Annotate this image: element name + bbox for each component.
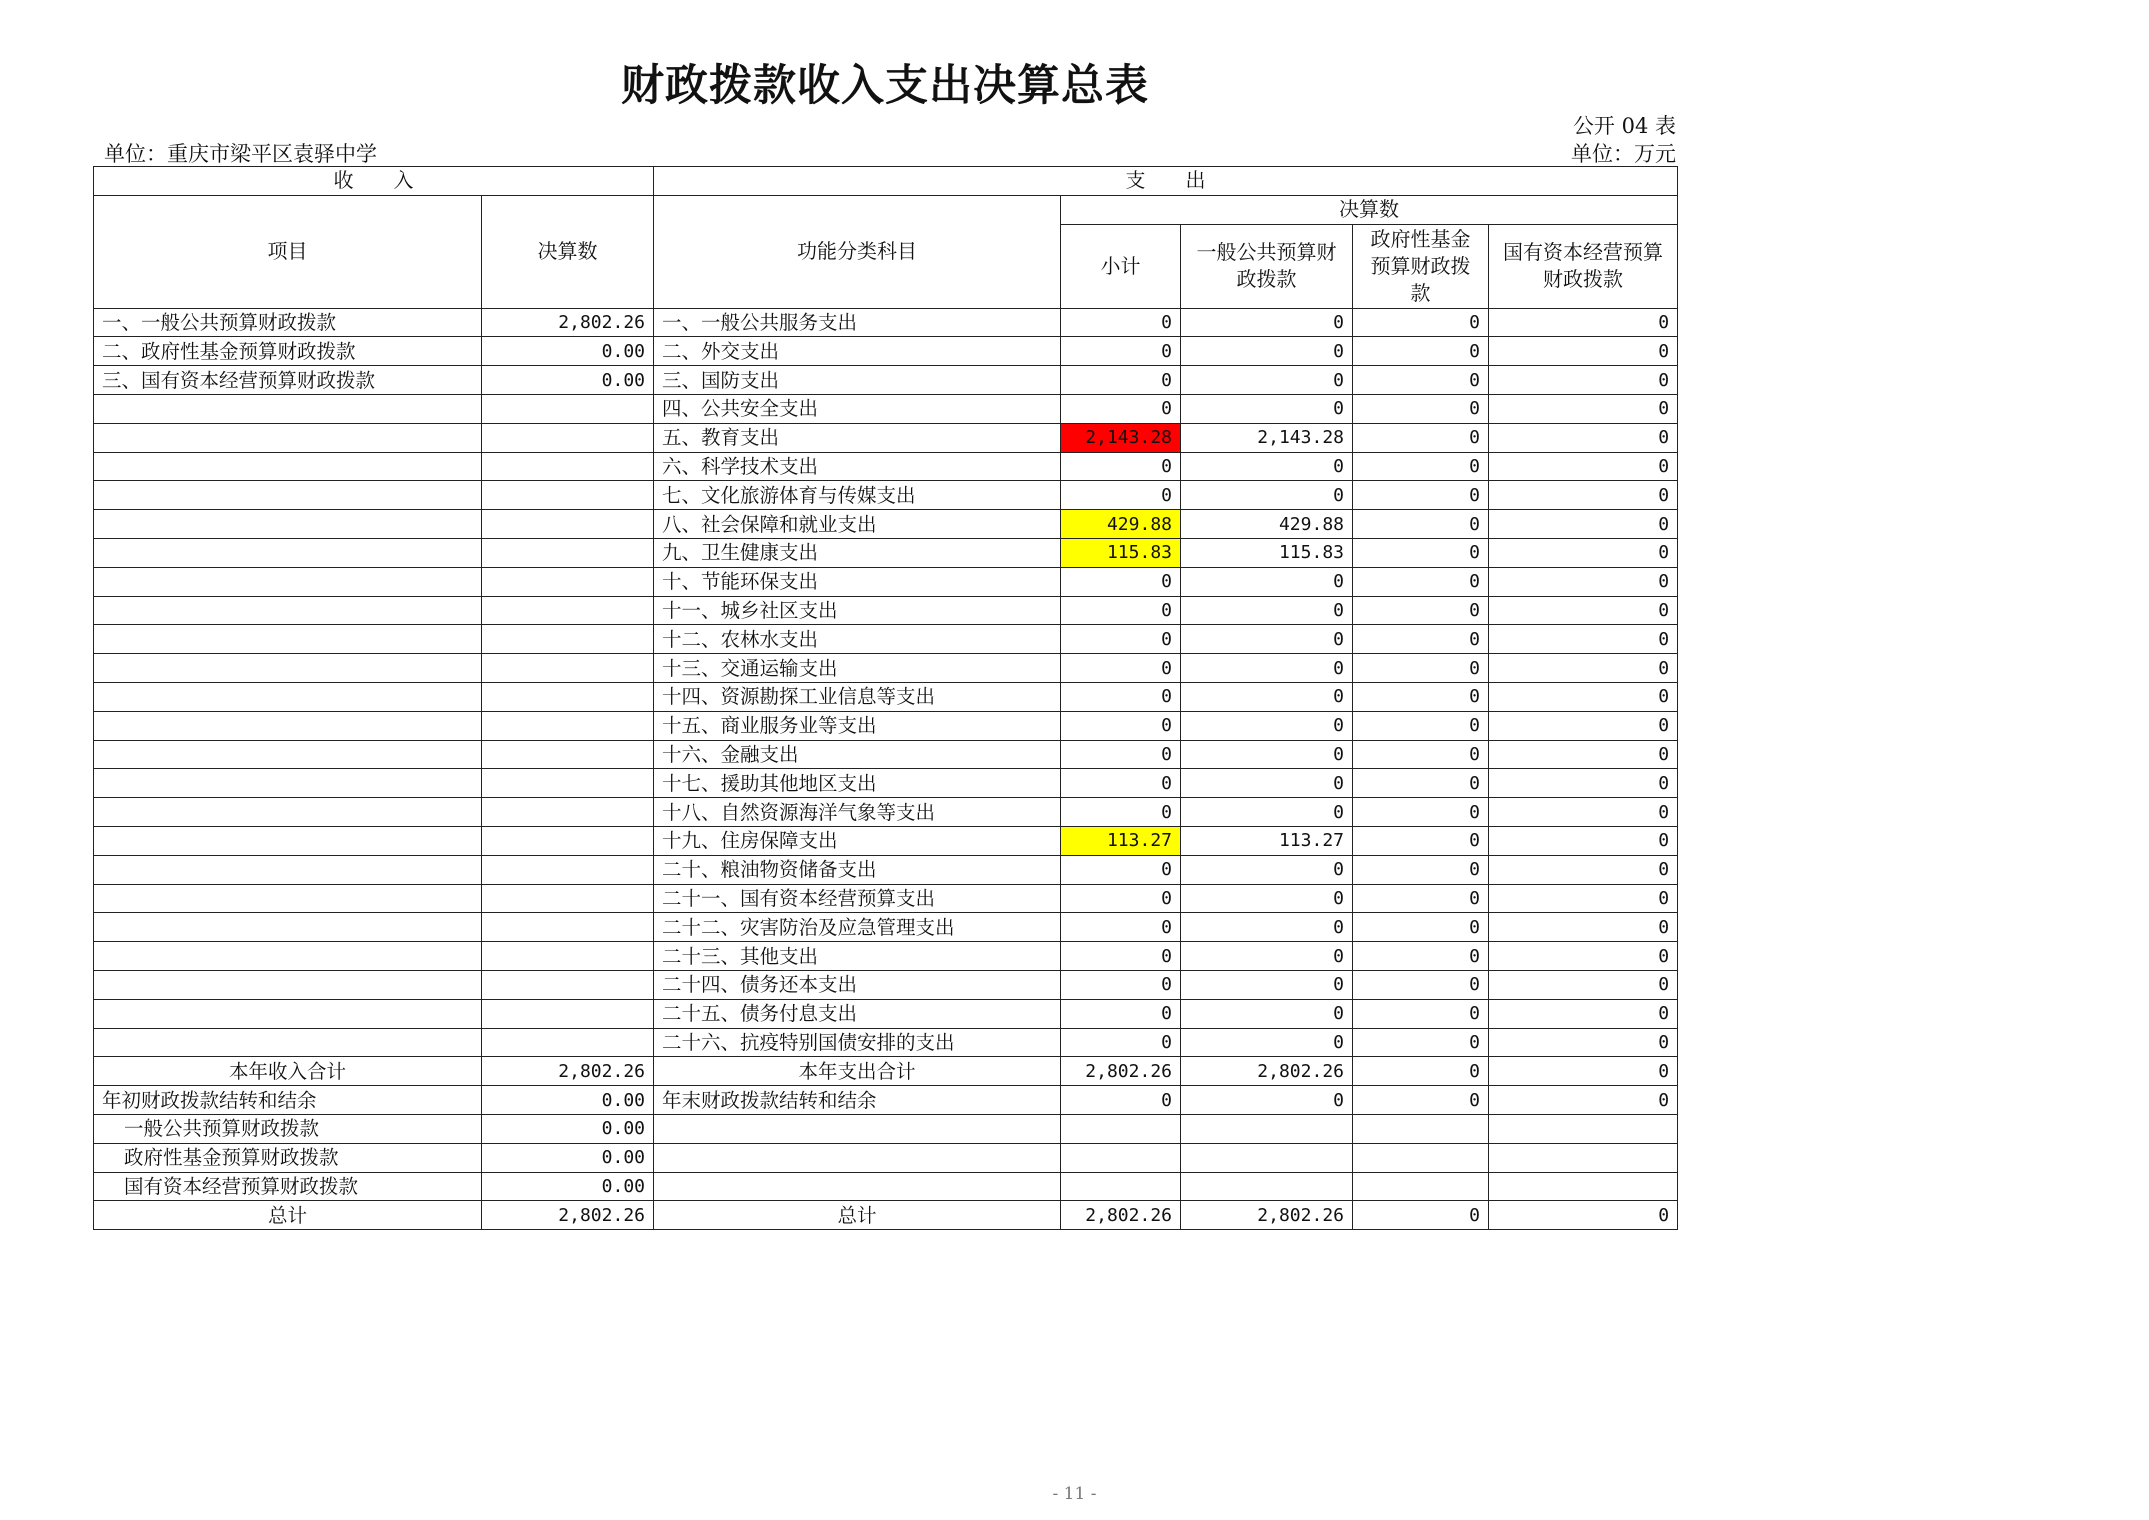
expense-item-cell: 二十三、其他支出 [654,942,1061,971]
gov-fund-cell: 0 [1353,366,1489,395]
state-capital-header: 国有资本经营预算财政拨款 [1489,224,1678,308]
gov-fund-header: 政府性基金预算财政拨款 [1353,224,1489,308]
gov-fund-cell: 0 [1353,1028,1489,1057]
gov-fund-cell: 0 [1353,884,1489,913]
gov-fund-cell: 0 [1353,913,1489,942]
income-amount-cell [482,711,654,740]
general-budget-cell [1181,1172,1353,1201]
gov-fund-cell: 0 [1353,654,1489,683]
state-capital-cell: 0 [1489,452,1678,481]
subtotal-cell: 2,802.26 [1061,1201,1181,1230]
income-item-cell [94,942,482,971]
income-amount-cell: 0.00 [482,1086,654,1115]
general-budget-cell: 0 [1181,970,1353,999]
table-row [94,1028,1678,1057]
state-capital-cell: 0 [1489,538,1678,567]
general-budget-cell: 0 [1181,1028,1353,1057]
general-budget-cell: 0 [1181,740,1353,769]
table-row [94,538,1678,567]
subtotal-cell: 2,802.26 [1061,1057,1181,1086]
expense-item-cell: 十、节能环保支出 [654,567,1061,596]
general-budget-cell: 0 [1181,366,1353,395]
gov-fund-cell [1353,1114,1489,1143]
subtotal-cell: 0 [1061,596,1181,625]
income-amount-cell [482,596,654,625]
state-capital-cell: 0 [1489,711,1678,740]
subtotal-cell [1061,1172,1181,1201]
income-item-cell: 总计 [94,1201,482,1230]
gov-fund-cell: 0 [1353,999,1489,1028]
table-row [94,913,1678,942]
income-item-cell: 年初财政拨款结转和结余 [94,1086,482,1115]
table-row [94,337,1678,366]
expense-item-cell [654,1172,1061,1201]
subtotal-cell: 0 [1061,1028,1181,1057]
expense-item-cell: 十六、金融支出 [654,740,1061,769]
income-amount-cell [482,682,654,711]
income-amount-cell: 2,802.26 [482,308,654,337]
state-capital-cell [1489,1143,1678,1172]
state-capital-cell: 0 [1489,942,1678,971]
general-budget-cell: 2,802.26 [1181,1201,1353,1230]
general-budget-cell: 0 [1181,1086,1353,1115]
state-capital-cell: 0 [1489,913,1678,942]
table-row [94,970,1678,999]
table-row [94,423,1678,452]
income-item-cell [94,913,482,942]
subtotal-cell: 0 [1061,337,1181,366]
general-budget-cell [1181,1114,1353,1143]
income-amount-cell [482,884,654,913]
gov-fund-cell: 0 [1353,970,1489,999]
income-item-cell [94,740,482,769]
expense-item-cell: 十三、交通运输支出 [654,654,1061,683]
state-capital-cell: 0 [1489,769,1678,798]
grand-total-row [94,1201,1678,1230]
income-item-cell [94,682,482,711]
state-capital-cell: 0 [1489,855,1678,884]
income-item-cell [94,999,482,1028]
state-capital-cell: 0 [1489,1086,1678,1115]
gov-fund-cell: 0 [1353,1057,1489,1086]
state-capital-cell: 0 [1489,682,1678,711]
subtotal-cell: 0 [1061,740,1181,769]
income-item-cell [94,510,482,539]
subtotal-cell: 0 [1061,452,1181,481]
table-row [94,481,1678,510]
expense-header: 支 出 [654,167,1678,196]
income-amount-cell [482,1028,654,1057]
expense-item-cell: 十八、自然资源海洋气象等支出 [654,798,1061,827]
subtotal-cell: 0 [1061,999,1181,1028]
income-item-cell [94,654,482,683]
gov-fund-cell: 0 [1353,510,1489,539]
state-capital-cell: 0 [1489,394,1678,423]
gov-fund-cell: 0 [1353,481,1489,510]
income-amount-cell [482,567,654,596]
income-amount-cell [482,538,654,567]
income-amount-cell [482,999,654,1028]
income-amount-cell [482,913,654,942]
expense-item-cell: 一、一般公共服务支出 [654,308,1061,337]
expense-item-cell [654,1143,1061,1172]
expense-item-cell: 四、公共安全支出 [654,394,1061,423]
gov-fund-cell: 0 [1353,769,1489,798]
income-amount-cell [482,394,654,423]
state-capital-cell: 0 [1489,596,1678,625]
table-row [94,452,1678,481]
income-item-cell [94,884,482,913]
subtotal-cell: 2,143.28 [1061,423,1181,452]
state-capital-cell: 0 [1489,798,1678,827]
general-budget-cell: 113.27 [1181,826,1353,855]
table-row [94,711,1678,740]
expense-item-cell: 二十四、债务还本支出 [654,970,1061,999]
expense-item-cell: 二、外交支出 [654,337,1061,366]
state-capital-cell: 0 [1489,567,1678,596]
expense-item-cell: 九、卫生健康支出 [654,538,1061,567]
gov-fund-cell: 0 [1353,1201,1489,1230]
carry-over-row [94,1086,1678,1115]
gov-fund-cell: 0 [1353,740,1489,769]
income-header: 收 入 [94,167,654,196]
income-amount-cell: 0.00 [482,1114,654,1143]
general-budget-cell: 0 [1181,855,1353,884]
function-subject-header: 功能分类科目 [654,195,1061,308]
subtotal-cell: 0 [1061,625,1181,654]
item-header: 项目 [94,195,482,308]
state-capital-cell: 0 [1489,826,1678,855]
table-row [94,884,1678,913]
general-budget-cell [1181,1143,1353,1172]
state-capital-cell [1489,1172,1678,1201]
subtotal-cell: 0 [1061,769,1181,798]
gov-fund-cell: 0 [1353,855,1489,884]
subtotal-cell: 0 [1061,308,1181,337]
subtotal-cell: 113.27 [1061,826,1181,855]
income-amount-cell [482,625,654,654]
subtotal-cell: 0 [1061,366,1181,395]
state-capital-cell: 0 [1489,1201,1678,1230]
state-capital-cell: 0 [1489,884,1678,913]
expense-item-cell: 三、国防支出 [654,366,1061,395]
income-amount-cell: 0.00 [482,337,654,366]
expense-item-cell: 十二、农林水支出 [654,625,1061,654]
income-item-cell [94,798,482,827]
gov-fund-cell: 0 [1353,1086,1489,1115]
income-item-cell [94,1028,482,1057]
gov-fund-cell: 0 [1353,625,1489,654]
page-title: 财政拨款收入支出决算总表 [621,61,1149,111]
general-budget-cell: 0 [1181,394,1353,423]
income-amount-cell [482,452,654,481]
table-row [94,625,1678,654]
income-amount-header: 决算数 [482,195,654,308]
gov-fund-cell: 0 [1353,337,1489,366]
income-item-cell: 一、一般公共预算财政拨款 [94,308,482,337]
subtotal-cell [1061,1114,1181,1143]
gov-fund-cell: 0 [1353,452,1489,481]
income-item-cell [94,596,482,625]
income-amount-cell: 2,802.26 [482,1057,654,1086]
general-budget-cell: 429.88 [1181,510,1353,539]
expense-item-cell: 六、科学技术支出 [654,452,1061,481]
income-item-cell: 三、国有资本经营预算财政拨款 [94,366,482,395]
income-item-cell: 政府性基金预算财政拨款 [94,1143,482,1172]
state-capital-cell [1489,1114,1678,1143]
table-row [94,942,1678,971]
general-budget-cell: 0 [1181,913,1353,942]
gov-fund-cell: 0 [1353,596,1489,625]
gov-fund-cell: 0 [1353,394,1489,423]
income-item-cell [94,394,482,423]
income-amount-cell: 0.00 [482,366,654,395]
expense-item-cell [654,1114,1061,1143]
income-item-cell [94,711,482,740]
general-budget-cell: 0 [1181,625,1353,654]
state-capital-cell: 0 [1489,366,1678,395]
subtotal-cell: 0 [1061,682,1181,711]
general-budget-cell: 0 [1181,769,1353,798]
income-amount-cell: 0.00 [482,1143,654,1172]
income-item-cell: 一般公共预算财政拨款 [94,1114,482,1143]
state-capital-cell: 0 [1489,740,1678,769]
expense-item-cell: 八、社会保障和就业支出 [654,510,1061,539]
page-number: - 11 - [1052,1484,1097,1504]
income-item-cell: 国有资本经营预算财政拨款 [94,1172,482,1201]
subtotal-cell: 0 [1061,942,1181,971]
gov-fund-cell: 0 [1353,682,1489,711]
state-capital-cell: 0 [1489,625,1678,654]
gov-fund-cell: 0 [1353,826,1489,855]
income-item-cell [94,567,482,596]
state-capital-cell: 0 [1489,999,1678,1028]
general-budget-cell: 0 [1181,481,1353,510]
gov-fund-cell [1353,1143,1489,1172]
subtotal-cell: 0 [1061,855,1181,884]
income-amount-cell [482,970,654,999]
state-capital-cell: 0 [1489,1028,1678,1057]
general-budget-cell: 115.83 [1181,538,1353,567]
expense-item-cell: 二十五、债务付息支出 [654,999,1061,1028]
table-row [94,826,1678,855]
expense-item-cell: 十四、资源勘探工业信息等支出 [654,682,1061,711]
table-row [94,596,1678,625]
budget-table [93,166,1678,1230]
expense-item-cell: 十一、城乡社区支出 [654,596,1061,625]
income-item-cell: 二、政府性基金预算财政拨款 [94,337,482,366]
currency-unit: 单位：万元 [1571,142,1676,166]
table-row [94,798,1678,827]
carry-sub-row [94,1143,1678,1172]
header-row-2 [94,195,1678,224]
table-row [94,855,1678,884]
table-row [94,654,1678,683]
header-row-1 [94,167,1678,196]
expense-item-cell: 二十二、灾害防治及应急管理支出 [654,913,1061,942]
income-item-cell [94,423,482,452]
income-item-cell [94,826,482,855]
subtotal-cell: 0 [1061,567,1181,596]
subtotal-cell: 0 [1061,884,1181,913]
income-amount-cell [482,481,654,510]
subtotal-cell: 0 [1061,394,1181,423]
organization-unit: 单位：重庆市梁平区袁驿中学 [104,142,377,166]
carry-sub-row [94,1114,1678,1143]
table-row [94,510,1678,539]
expense-item-cell: 五、教育支出 [654,423,1061,452]
general-budget-cell: 2,143.28 [1181,423,1353,452]
table-row [94,567,1678,596]
income-item-cell [94,855,482,884]
general-budget-cell: 0 [1181,596,1353,625]
table-row [94,740,1678,769]
income-amount-cell [482,798,654,827]
subtotal-cell [1061,1143,1181,1172]
subtotal-cell: 429.88 [1061,510,1181,539]
income-amount-cell [482,769,654,798]
state-capital-cell: 0 [1489,308,1678,337]
income-item-cell [94,481,482,510]
general-budget-cell: 0 [1181,654,1353,683]
general-budget-cell: 0 [1181,884,1353,913]
expense-item-cell: 十九、住房保障支出 [654,826,1061,855]
income-amount-cell [482,942,654,971]
subtotal-cell: 0 [1061,711,1181,740]
income-item-cell [94,769,482,798]
table-row [94,682,1678,711]
state-capital-cell: 0 [1489,481,1678,510]
general-budget-cell: 0 [1181,567,1353,596]
income-item-cell: 本年收入合计 [94,1057,482,1086]
subtotal-cell: 0 [1061,913,1181,942]
general-budget-cell: 0 [1181,999,1353,1028]
gov-fund-cell: 0 [1353,538,1489,567]
form-number: 公开 04 表 [1572,114,1676,138]
state-capital-cell: 0 [1489,423,1678,452]
income-amount-cell: 0.00 [482,1172,654,1201]
table-row [94,999,1678,1028]
gov-fund-cell: 0 [1353,567,1489,596]
expense-item-cell: 七、文化旅游体育与传媒支出 [654,481,1061,510]
subtotal-cell: 115.83 [1061,538,1181,567]
expense-item-cell: 本年支出合计 [654,1057,1061,1086]
income-amount-cell [482,740,654,769]
subtotal-cell: 0 [1061,970,1181,999]
income-item-cell [94,625,482,654]
general-budget-header: 一般公共预算财政拨款 [1181,224,1353,308]
income-amount-cell: 2,802.26 [482,1201,654,1230]
subtotal-cell: 0 [1061,654,1181,683]
gov-fund-cell: 0 [1353,423,1489,452]
state-capital-cell: 0 [1489,654,1678,683]
gov-fund-cell: 0 [1353,798,1489,827]
table-row [94,308,1678,337]
gov-fund-cell: 0 [1353,942,1489,971]
subtotal-cell: 0 [1061,1086,1181,1115]
expense-item-cell: 十五、商业服务业等支出 [654,711,1061,740]
general-budget-cell: 0 [1181,308,1353,337]
income-item-cell [94,538,482,567]
table-row [94,769,1678,798]
subtotal-header: 小计 [1061,224,1181,308]
income-amount-cell [482,423,654,452]
expense-item-cell: 二十一、国有资本经营预算支出 [654,884,1061,913]
subtotal-cell: 0 [1061,798,1181,827]
final-amount-header: 决算数 [1061,195,1678,224]
state-capital-cell: 0 [1489,970,1678,999]
general-budget-cell: 0 [1181,798,1353,827]
income-amount-cell [482,855,654,884]
general-budget-cell: 0 [1181,337,1353,366]
expense-item-cell: 年末财政拨款结转和结余 [654,1086,1061,1115]
income-item-cell [94,452,482,481]
expense-item-cell: 十七、援助其他地区支出 [654,769,1061,798]
general-budget-cell: 2,802.26 [1181,1057,1353,1086]
table-row [94,366,1678,395]
expense-item-cell: 二十六、抗疫特别国债安排的支出 [654,1028,1061,1057]
state-capital-cell: 0 [1489,510,1678,539]
expense-item-cell: 总计 [654,1201,1061,1230]
year-total-row [94,1057,1678,1086]
general-budget-cell: 0 [1181,682,1353,711]
gov-fund-cell [1353,1172,1489,1201]
income-amount-cell [482,654,654,683]
gov-fund-cell: 0 [1353,711,1489,740]
general-budget-cell: 0 [1181,711,1353,740]
income-amount-cell [482,510,654,539]
gov-fund-cell: 0 [1353,308,1489,337]
general-budget-cell: 0 [1181,452,1353,481]
subtotal-cell: 0 [1061,481,1181,510]
state-capital-cell: 0 [1489,1057,1678,1086]
expense-item-cell: 二十、粮油物资储备支出 [654,855,1061,884]
income-amount-cell [482,826,654,855]
carry-sub-row [94,1172,1678,1201]
table-row [94,394,1678,423]
general-budget-cell: 0 [1181,942,1353,971]
income-item-cell [94,970,482,999]
state-capital-cell: 0 [1489,337,1678,366]
